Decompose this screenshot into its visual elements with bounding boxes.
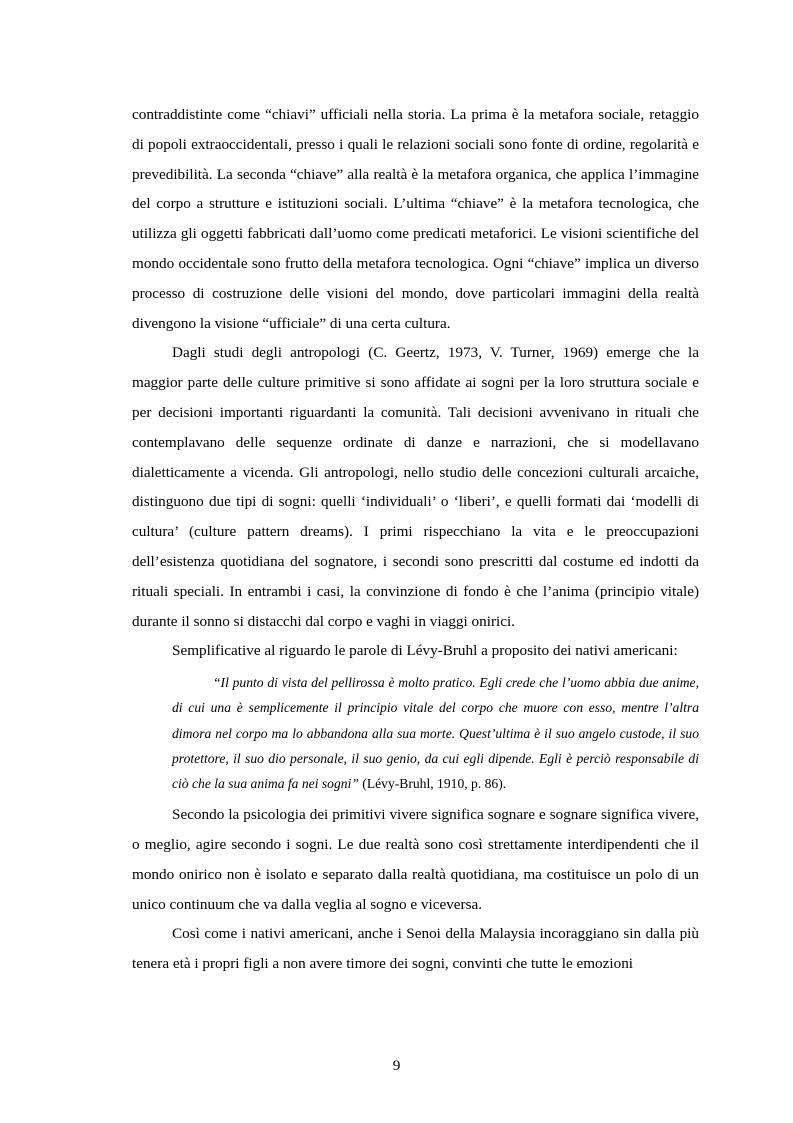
paragraph-psicologia-primitivi: Secondo la psicologia dei primitivi vivere significa sognare e sognare significa vivere, o meglio, agire secondo i sogni. Le due realtà sono così strettamente interdipendenti che il mondo onirico non è isolato e separato dalla realtà quotidiana, ma costituisce un polo di un unico continuum che va dalla veglia al sogno e viceversa. bbox=[132, 806, 699, 913]
block-quote bbox=[172, 670, 699, 796]
paragraph-metafore: contraddistinte come “chiavi” ufficiali nella storia. La prima è la metafora sociale, retaggio di popoli extraoccidentali, presso i quali le relazioni sociali sono fonte di ordine, regolarità e prevedibilità. La seconda “chiave” alla realtà è la metafora organica, che applica l’immagine del corpo a strutture e istituzioni sociali. L’ultima “chiave” è la metafora tecnologica, che utilizza gli oggetti fabbricati dall’uomo come predicati metaforici. Le visioni scientifiche del mondo occidentale sono frutto della metafora tecnologica. Ogni “chiave” implica un diverso processo di costruzione delle visioni del mondo, dove particolari immagini della realtà divengono la visione “ufficiale” di una certa cultura. bbox=[132, 106, 699, 332]
page-number: 9 bbox=[392, 1057, 401, 1074]
quote-text: “Il punto di vista del pellirossa è molto pratico. Egli crede che l’uomo abbia due anime, di cui una è semplicemente il principio vitale del corpo che muore con esso, mentre l’altra dimora nel corpo ma lo abbandona alla sua morte. Quest’ultima è il suo angelo custode, il suo protettore, il suo dio personale, il suo genio, da cui egli dipende. Egli è perciò responsabile di ciò che la sua anima fa nei sogni” bbox=[172, 675, 699, 791]
body-text bbox=[132, 100, 699, 979]
paragraph-levy-bruhl-intro: Semplificative al riguardo le parole di Lévy-Bruhl a proposito dei nativi americani: bbox=[172, 642, 678, 660]
paragraph-antropologi: Dagli studi degli antropologi (C. Geertz, 1973, V. Turner, 1969) emerge che la maggior parte delle culture primitive si sono affidate ai sogni per la loro struttura sociale e per decisioni importanti riguardanti la comunità. Tali decisioni avvenivano in rituali che contemplavano delle sequenze ordinate di danze e narrazioni, che si modellavano dialetticamente a vicenda. Gli antropologi, nello studio delle concezioni culturali arcaiche, distinguono due tipi di sogni: quelli ‘individuali’ o ‘liberi’, e quelli formati dai ‘modelli di cultura’ (culture pattern dreams). I primi rispecchiano la vita e le preoccupazioni dell’esistenza quotidiana del sognatore, i secondi sono prescritti dal costume ed indotti da rituali speciali. In entrambi i casi, la convinzione di fondo è che l’anima (principio vitale) durante il sonno si distacchi dal corpo e vaghi in viaggi onirici. bbox=[132, 344, 699, 630]
quote-citation: (Lévy-Bruhl, 1910, p. 86). bbox=[358, 775, 507, 791]
paragraph-senoi: Così come i nativi americani, anche i Senoi della Malaysia incoraggiano sin dalla più tenera età i propri figli a non avere timore dei sogni, convinti che tutte le emozioni bbox=[132, 925, 699, 973]
